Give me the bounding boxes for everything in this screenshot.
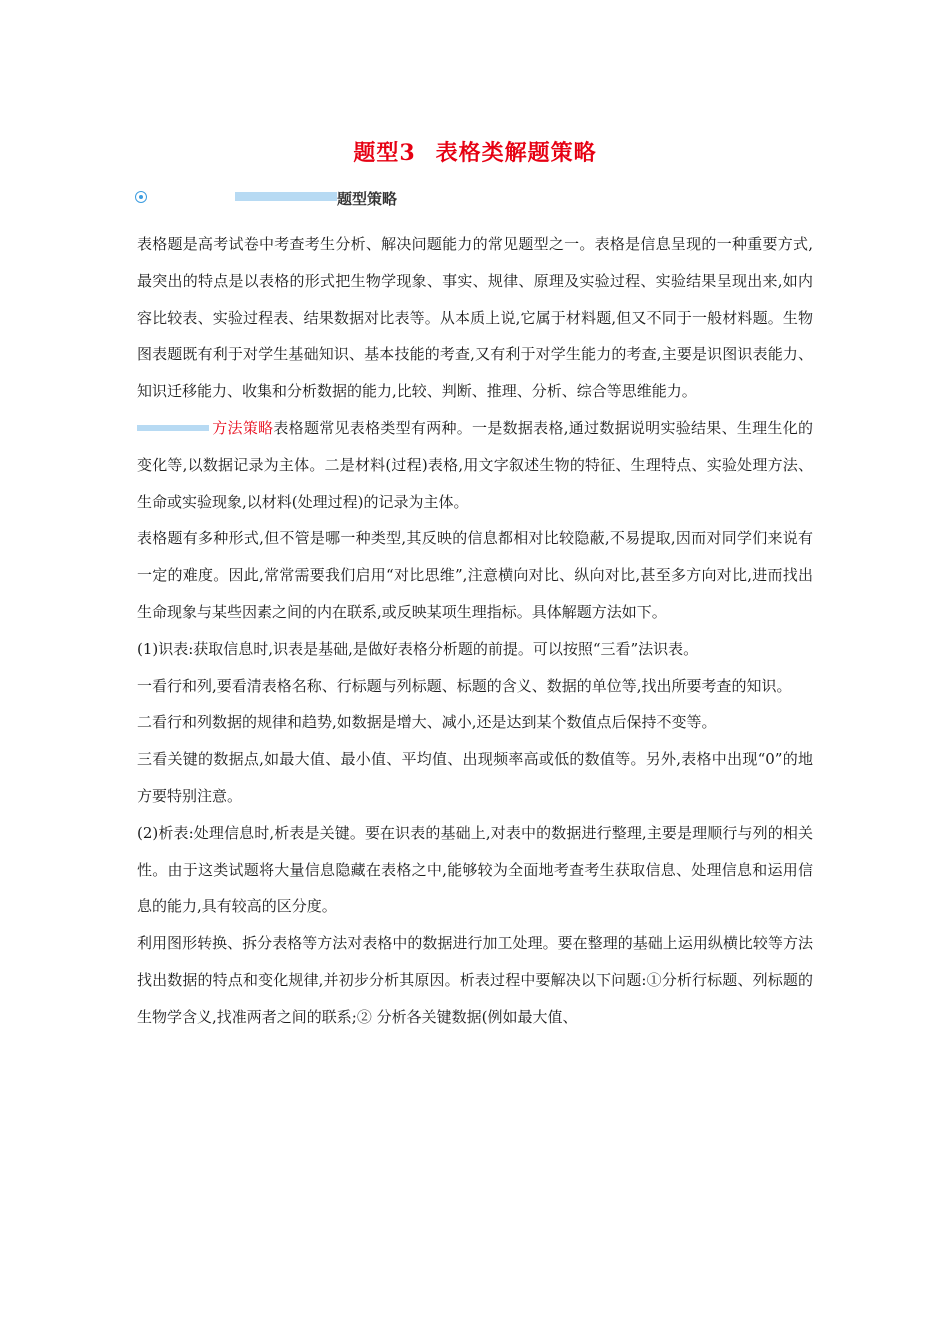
paragraph-step2: (2)析表:处理信息时,析表是关键。要在识表的基础上,对表中的数据进行整理,主要是理顺行与列的相关性。由于这类试题将大量信息隐藏在表格之中,能够较为全面地考查考生获取信息、处理信息和运用信息的能力,具有较高的区分度。 bbox=[137, 823, 813, 916]
paragraph-look3: 三看关键的数据点,如最大值、最小值、平均值、出现频率高或低的数值等。另外,表格中出现“0”的地方要特别注意。 bbox=[137, 750, 813, 805]
paragraph-look1: 一看行和列,要看清表格名称、行标题与列标题、标题的含义、数据的单位等,找出所要考查的知识。 bbox=[137, 676, 792, 695]
method-label: 方法策略 bbox=[212, 418, 274, 437]
page-title bbox=[0, 136, 950, 167]
title-number: 题型3 bbox=[353, 140, 416, 166]
paragraph-look2: 二看行和列数据的规律和趋势,如数据是增大、减小,还是达到某个数值点后保持不变等。 bbox=[137, 713, 717, 732]
document-body bbox=[137, 226, 813, 1036]
paragraph-intro: 表格题是高考试卷中考查考生分析、解决问题能力的常见题型之一。表格是信息呈现的一种重要方式,最突出的特点是以表格的形式把生物学现象、事实、规律、原理及实验过程、实验结果呈现出来,如内容比较表、实验过程表、结果数据对比表等。从本质上说,它属于材料题,但又不同于一般材料题。生物图表题既有利于对学生基础知识、基本技能的考查,又有利于对学生能力的考查,主要是识图识表能力、知识迁移能力、收集和分析数据的能力,比较、判断、推理、分析、综合等思维能力。 bbox=[137, 235, 813, 401]
target-icon bbox=[135, 191, 147, 203]
section-heading-text: 题型策略 bbox=[337, 190, 398, 208]
paragraph-process: 利用图形转换、拆分表格等方法对表格中的数据进行加工处理。要在整理的基础上运用纵横比较等方法找出数据的特点和变化规律,并初步分析其原因。析表过程中要解决以下问题:①分析行标题、列标题的生物学含义,找准两者之间的联系;② 分析各关键数据(例如最大值、 bbox=[137, 934, 813, 1026]
title-text: 表格类解题策略 bbox=[435, 140, 597, 166]
method-bar-decoration bbox=[137, 425, 209, 431]
paragraph-contrast: 表格题有多种形式,但不管是哪一种类型,其反映的信息都相对比较隐蔽,不易提取,因而对同学们来说有一定的难度。因此,常常需要我们启用“对比思维”,注意横向对比、纵向对比,甚至多方向对比,进而找出生命现象与某些因素之间的内在联系,或反映某项生理指标。具体解题方法如下。 bbox=[137, 529, 813, 621]
paragraph-method bbox=[137, 410, 813, 520]
method-text: 表格题常见表格类型有两种。一是数据表格,通过数据说明实验结果、生理生化的变化等,以数据记录为主体。二是材料(过程)表格,用文字叙述生物的特征、生理特点、实验处理方法、生命或实验现象,以材料(处理过程)的记录为主体。 bbox=[137, 418, 813, 511]
section-heading bbox=[135, 188, 535, 208]
paragraph-step1: (1)识表:获取信息时,识表是基础,是做好表格分析题的前提。可以按照“三看”法识表。 bbox=[137, 639, 699, 658]
heading-bar-decoration bbox=[235, 192, 337, 201]
